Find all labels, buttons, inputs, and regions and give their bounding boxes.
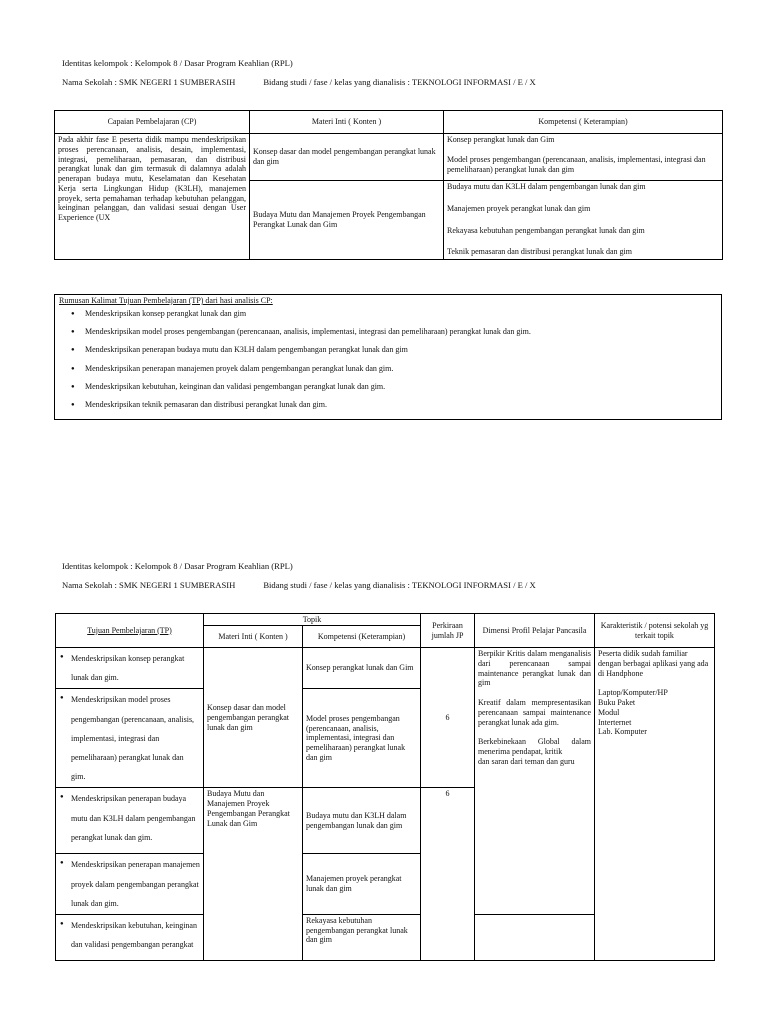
header-kompetensi: Kompetensi ( Keterampian)	[444, 111, 723, 134]
tp-heading: Rumusan Kalimat Tujuan Pembelajaran (TP) dari hasi analisis CP:	[59, 296, 273, 305]
tp-list	[55, 305, 721, 414]
kompetensi-budaya-mutu: Budaya mutu dan K3LH dalam pengembangan lunak dan gim	[447, 182, 646, 191]
school-name: Nama Sekolah : SMK NEGERI 1 SUMBERASIH	[62, 77, 236, 87]
header-cp: Capaian Pembelajaran (CP)	[55, 111, 250, 134]
tp-row-item: ● Mendeskripsikan penerapan manajemen proyek dalam pengembangan perangkat lunak dan gim.	[60, 855, 200, 913]
school-and-subject-2	[62, 580, 536, 590]
tp-row-item: ● Mendeskripsikan model proses pengembangan (perencanaan, analisis, implementasi, integrasi dan pemeliharaan) perangkat lunak dan gim.	[60, 690, 200, 786]
dimensi-cell	[475, 648, 595, 915]
kompetensi-cell-1	[444, 134, 723, 181]
dimensi-kreatif: Kreatif dalam mempresentasikan perencanaan sampai maintenance perangkat lunak ada gim.	[478, 698, 591, 727]
group-identity: Identitas kelompok : Kelompok 8 / Dasar Program Keahlian (RPL)	[62, 58, 293, 68]
jp-value-2: 6	[421, 788, 475, 961]
subject-info: Bidang studi / fase / kelas yang dianalisis : TEKNOLOGI INFORMASI / E / X	[263, 77, 536, 87]
school-name-2: Nama Sekolah : SMK NEGERI 1 SUMBERASIH	[62, 580, 236, 590]
tp-item: ● Mendeskripsikan penerapan budaya mutu dan K3LH dalam pengembangan perangkat lunak dan gim	[85, 341, 721, 359]
tp-cell-3	[56, 788, 204, 854]
kompetensi-rekayasa: Rekayasa kebutuhan pengembangan perangkat lunak dan gim	[447, 225, 645, 235]
school-and-subject	[62, 77, 536, 87]
tp-item: ● Mendeskripsikan penerapan manajemen proyek dalam pengembangan perangkat lunak dan gim.	[85, 360, 721, 378]
header-jp: Perkiraan jumlah JP	[421, 614, 475, 648]
dimensi-kebinekaan: Berkebinekaan Global dalam menerima pendapat, kritik	[478, 737, 591, 756]
resource-item: Modul	[598, 707, 620, 717]
header-dimensi: Dimensi Profil Pelajar Pancasila	[475, 614, 595, 648]
materi-budaya-2: Budaya Mutu dan Manajemen Proyek Pengembangan Perangkat Lunak dan Gim	[204, 788, 303, 961]
kompetensi-cell-2	[444, 181, 723, 260]
cp-analysis-table	[54, 110, 723, 260]
resource-item: Laptop/Komputer/HP	[598, 688, 668, 698]
tp-cell-2	[56, 689, 204, 788]
tp-cell-4	[56, 854, 204, 915]
dimensi-empty	[475, 914, 595, 960]
tp-cell-5	[56, 914, 204, 960]
kompetensi-model-proses: Model proses pengembangan (perencanaan, analisis, implementasi, integrasi dan pemeliharaan) perangkat lunak dan gim	[447, 154, 706, 174]
cp-description: Pada akhir fase E peserta didik mampu mendeskripsikan proses perencanaan, analisis, desain, implementasi, integrasi, pemeliharaan, pemasaran, dan distribusi perangkat lunak dan gim termasuk di dalamnya adalah penerapan budaya mutu, Keselamatan dan Kesehatan Kerja serta Lingkungan Hidup (K3LH), manajemen proyek, serta pemahaman terhadap kebutuhan pelanggan, keinginan pelanggan, dan validasi sesuai dengan User Experience (UX	[55, 134, 250, 260]
materi-budaya-mutu: Budaya Mutu dan Manajemen Proyek Pengembangan Perangkat Lunak dan Gim	[250, 181, 444, 260]
karakteristik-cell	[595, 648, 715, 961]
materi-konsep-2: Konsep dasar dan model pengembangan perangkat lunak dan gim	[204, 648, 303, 788]
header-kompetensi-2: Kompetensi (Keterampian)	[303, 626, 421, 648]
kompetensi-manajemen-proyek: Manajemen proyek perangkat lunak dan gim	[447, 203, 591, 213]
jp-value-1: 6	[421, 648, 475, 788]
komp-model-2: Model proses pengembangan (perencanaan, analisis, implementasi, integrasi dan pemeliharaan) perangkat lunak dan gim	[303, 689, 421, 788]
group-identity-2: Identitas kelompok : Kelompok 8 / Dasar Program Keahlian (RPL)	[62, 561, 293, 571]
komp-budaya-2: Budaya mutu dan K3LH dalam pengembangan lunak dan gim	[303, 788, 421, 854]
dimensi-saran: dan saran dari teman dan guru	[478, 756, 575, 766]
komp-rekayasa-2: Rekayasa kebutuhan pengembangan perangkat lunak dan gim	[303, 914, 421, 960]
karakteristik-familiar: Peserta didik sudah familiar dengan berbagai aplikasi yang ada di Handphone	[598, 649, 709, 678]
tp-item: ● Mendeskripsikan teknik pemasaran dan distribusi perangkat lunak dan gim.	[85, 396, 721, 414]
tp-item: ● Mendeskripsikan konsep perangkat lunak dan gim	[85, 305, 721, 323]
tp-row-item: ● Mendeskripsikan kebutuhan, keinginan dan validasi pengembangan perangkat	[60, 916, 200, 954]
tp-row-item: ● Mendeskripsikan penerapan budaya mutu dan K3LH dalam pengembangan perangkat lunak dan gim.	[60, 789, 200, 847]
resource-item: Buku Paket	[598, 698, 636, 707]
materi-konsep: Konsep dasar dan model pengembangan perangkat lunak dan gim	[250, 134, 444, 181]
tp-item: ● Mendeskripsikan model proses pengembangan (perencanaan, analisis, implementasi, integrasi dan pemeliharaan) perangkat lunak dan gim.	[85, 323, 721, 341]
resource-item: Interternet	[598, 717, 632, 727]
header-karakteristik: Karakteristik / potensi sekolah yg terkait topik	[595, 614, 715, 648]
komp-manajemen-2: Manajemen proyek perangkat lunak dan gim	[303, 854, 421, 915]
header-topik: Topik	[204, 614, 421, 626]
tp-cell-1	[56, 648, 204, 689]
tp-row-item: ● Mendeskripsikan konsep perangkat lunak dan gim.	[60, 649, 200, 687]
subject-info-2: Bidang studi / fase / kelas yang dianalisis : TEKNOLOGI INFORMASI / E / X	[263, 580, 536, 590]
tp-item: ● Mendeskripsikan kebutuhan, keinginan dan validasi pengembangan perangkat lunak dan gim.	[85, 378, 721, 396]
resource-item: Lab. Komputer	[598, 727, 647, 737]
komp-konsep-2: Konsep perangkat lunak dan Gim	[303, 648, 421, 689]
header-materi: Materi Inti ( Konten )	[250, 111, 444, 134]
kompetensi-konsep: Konsep perangkat lunak dan Gim	[447, 135, 555, 144]
atp-table	[55, 613, 715, 961]
header-tp: Tujuan Pembelajaran (TP)	[56, 614, 204, 648]
tp-formulation-box	[54, 294, 722, 420]
header-materi-2: Materi Inti ( Konten )	[204, 626, 303, 648]
kompetensi-pemasaran: Teknik pemasaran dan distribusi perangkat lunak dan gim	[447, 247, 632, 257]
dimensi-kritis: Berpikir Kritis dalam menganalisis dari perencanaan sampai maintenance perangkat lunak dan gim	[478, 649, 591, 688]
